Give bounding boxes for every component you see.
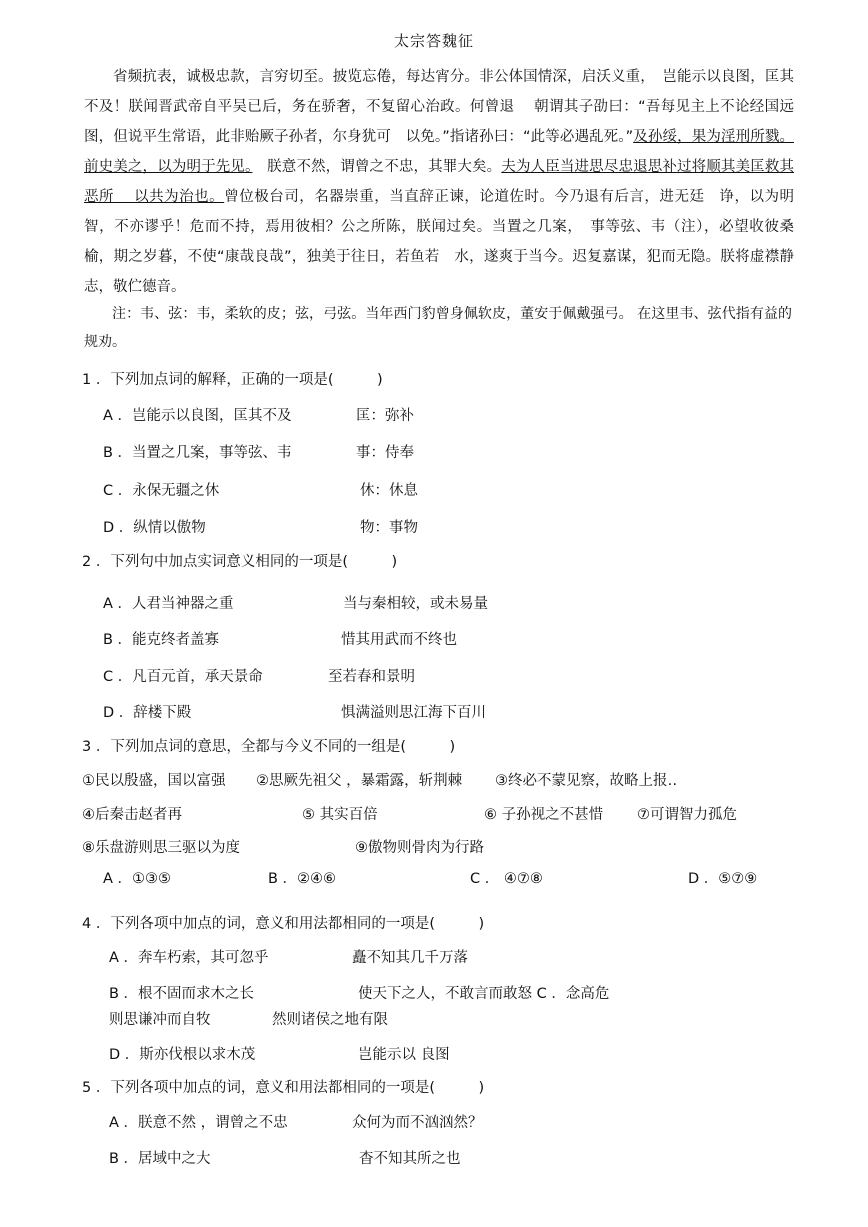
- passage-part-3: 曾位极台司，名器崇重，当直辞正谏，论道佐时。今乃退有后言，进无廷 诤，以为明智，不亦谬乎！危而不持，焉用彼相？公之所陈，朕闻过矣。当置之几案， 事等弦、韦（注），必望收彼桑榆，期之岁暮，不使“康哉良哉”，独美于往日，若鱼若 水，遂爽于当今。迟复嘉谋，犯而无隐。朕将虚襟静志，敬伫德音。: [84, 189, 795, 295]
- q3-items-row-2: ④后秦击赵者再 ⑤ 其实百倍 ⑥ 子孙视之不甚惜 ⑦可谓智力孤危: [82, 807, 737, 823]
- q4-stem: 4 ．下列各项中加点的词，意义和用法都相同的一项是( ): [82, 916, 485, 932]
- q1-stem: 1 ．下列加点词的解释，正确的一项是( ): [82, 372, 383, 388]
- q5-option-a: A ．朕意不然 ，谓曾之不忠 众何为而不汹汹然？: [109, 1115, 483, 1131]
- passage-underlined-2: 夫为人臣当进思尽忠退思补过将顺其美匡救其恶所 以共为治也。: [84, 159, 794, 205]
- q1-option-d: D ．纵情以傲物 物：事物: [103, 520, 418, 536]
- q3-options: A ．①③⑤ B ．②④⑥ C ． ④⑦⑧ D ．⑤⑦⑨: [103, 871, 758, 887]
- annotation-note: 注：韦、弦：韦，柔软的皮；弦，弓弦。当年西门豹曾身佩软皮，董安于佩戴强弓。 在这里韦、弦代指有益的规劝。: [84, 306, 792, 350]
- q1-option-a: A ．岂能示以良图，匡其不及 匡：弥补: [103, 408, 414, 424]
- q3-items-row-1: ①民以殷盛，国以富强 ②思厥先祖父 ，暴霜露，斩荆棘 ③终必不蒙见察，故略上报‥: [82, 773, 678, 789]
- q2-option-a: A ．人君当神器之重 当与秦相较，或未易量: [103, 596, 488, 612]
- q4-option-b: B ．根不固而求木之长 使天下之人，不敢言而敢怒 C ．念高危: [109, 986, 610, 1002]
- q2-stem: 2 ．下列句中加点实词意义相同的一项是( ): [82, 554, 398, 570]
- q1-option-c: C ．永保无疆之休 休：休息: [103, 483, 418, 499]
- q4-option-c-cont: 则思谦冲而自牧 然则诸侯之地有限: [109, 1012, 388, 1028]
- document-title: 太宗答魏征: [393, 32, 474, 50]
- passage-text: [84, 62, 794, 302]
- passage-part-1: 省频抗表，诚极忠款，言穷切至。披览忘倦，每达宵分。非公体国情深，启沃义重， 岂能示以良图，匡其不及！朕闻晋武帝自平吴已后，务在骄奢，不复留心治政。何曾退 朝谓其子劭曰：“吾每见主上不论经国远图，但说平生常语，此非贻厥子孙者，尔身犹可 以免。”指诸孙曰：“此等必遇乱死。”: [84, 69, 794, 145]
- q4-option-d: D ．斯亦伐根以求木茂 岂能示以 良图: [109, 1047, 450, 1063]
- q2-option-b: B ．能克终者盖寡 惜其用武而不终也: [103, 632, 457, 648]
- q2-option-d: D ．辞楼下殿 惧满溢则思江海下百川: [103, 705, 486, 721]
- passage-underlined-1: 及孙绥，果为淫刑所戮。前史美之，以为明于先见。: [84, 129, 794, 175]
- passage-part-2: 朕意不然，谓曾之不忠，其罪大矣。: [252, 159, 502, 175]
- q4-option-a: A ．奔车朽索，其可忽乎 矗不知其几千万落: [109, 950, 468, 966]
- q3-stem: 3 ．下列加点词的意思，全都与今义不同的一组是( ): [82, 739, 456, 755]
- q3-items-row-3: ⑧乐盘游则思三驱以为度 ⑨傲物则骨肉为行路: [82, 840, 484, 856]
- q2-option-c: C ．凡百元首，承天景命 至若春和景明: [103, 669, 415, 685]
- q5-option-b: B ．居域中之大 杳不知其所之也: [109, 1151, 461, 1167]
- q1-option-b: B ．当置之几案，事等弦、韦 事：侍奉: [103, 445, 414, 461]
- q5-stem: 5 ．下列各项中加点的词，意义和用法都相同的一项是( ): [82, 1080, 485, 1096]
